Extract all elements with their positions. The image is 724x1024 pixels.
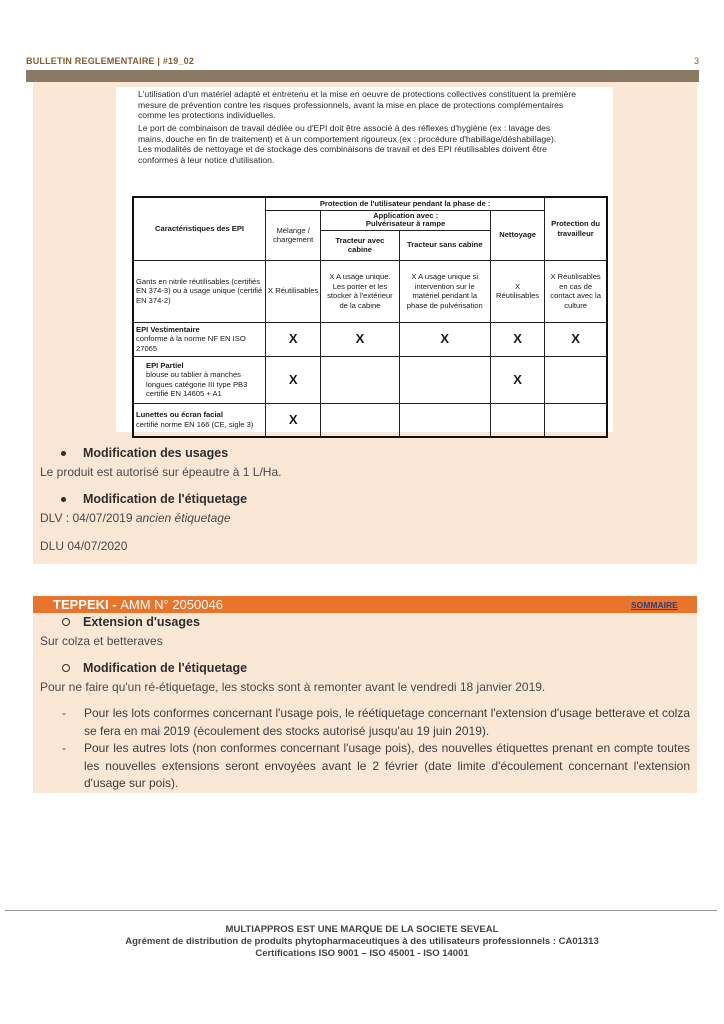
epi-header-application bbox=[321, 210, 491, 230]
heading-modification-usages bbox=[62, 446, 228, 460]
epi-header-tracteur-sans-cabine: Tracteur sans cabine bbox=[399, 230, 490, 260]
amm-number: AMM N° 2050046 bbox=[120, 597, 223, 612]
product-name: TEPPEKI - bbox=[53, 597, 121, 612]
dlv-note: ancien étiquetage bbox=[135, 511, 231, 525]
scan-paragraph-1-line-2: mesure de prévention contre les risques professionnels, avant la mise en place de protections complémentaires bbox=[138, 99, 564, 110]
heading-modification-usages-text: Modification des usages bbox=[83, 446, 229, 460]
heading-modification-etiquetage bbox=[62, 492, 247, 506]
heading-modification-etiquetage-text: Modification de l'étiquetage bbox=[83, 492, 248, 506]
dash-bullet-1: - bbox=[62, 706, 66, 720]
epi-header-characteristics: Caractéristiques des EPI bbox=[133, 197, 266, 260]
circle-bullet-icon bbox=[62, 664, 70, 672]
epi-row-lunettes-nettoyage bbox=[490, 403, 544, 437]
scan-paragraph-2-line-3: Les modalités de nettoyage et de stockage des combinaisons de travail et des EPI réutilisables doivent être bbox=[138, 144, 547, 154]
epi-row-gants-cabine: X A usage unique. Les porter et les stocker à l'extérieur de la cabine bbox=[321, 260, 399, 322]
epi-row-lunettes-sans-cabine bbox=[399, 403, 490, 437]
heading-extension-usages-text: Extension d'usages bbox=[83, 615, 200, 629]
extension-text: Sur colza et betteraves bbox=[40, 634, 163, 648]
epi-table bbox=[132, 196, 608, 438]
epi-row-lunettes-cabine bbox=[321, 403, 399, 437]
heading-extension-usages bbox=[62, 615, 200, 629]
sommaire-link[interactable]: SOMMAIRE bbox=[631, 600, 678, 610]
epi-row-vestimentaire-melange: X bbox=[266, 322, 321, 356]
dlv-line bbox=[40, 511, 231, 525]
epi-header-application-label: Application avec : bbox=[373, 210, 439, 220]
footer-certifications: Certifications ISO 9001 – ISO 45001 - ISO 14001 bbox=[255, 948, 469, 959]
epi-row-vestimentaire-title: EPI Vestimentaire bbox=[136, 324, 200, 334]
epi-row-lunettes-norm: certifié norme EN 166 (CE, sigle 3) bbox=[136, 419, 254, 429]
epi-row-partiel-title: EPI Partiel bbox=[146, 360, 184, 370]
epi-row-vestimentaire-nettoyage: X bbox=[490, 322, 544, 356]
dlv-value: DLV : 04/07/2019 bbox=[40, 511, 136, 525]
list-item-autres-lots: Pour les autres lots (non conformes concernant l'usage pois), des nouvelles étiquettes prenant en compte toutes les nouvelles extensions seront envoyées avant le 2 février (date limite d'écoulement concernant l'extension d'usage sur pois). bbox=[84, 741, 690, 790]
epi-row-partiel-description: blouse ou tablier à manches longues catégorie III type PB3 certifié EN 14605 + A1 bbox=[146, 370, 248, 398]
epi-row-partiel-sans-cabine bbox=[399, 356, 490, 403]
epi-row-partiel-name bbox=[133, 356, 266, 403]
epi-header-protection: Protection du travailleur bbox=[545, 197, 607, 260]
footer-agrement: Agrément de distribution de produits phytopharmaceutiques à des utilisateurs professionnels : CA01313 bbox=[125, 936, 599, 947]
scan-paragraph-2-line-4: conformes à leur notice d'utilisation. bbox=[138, 154, 275, 165]
footer-divider bbox=[5, 910, 717, 911]
scan-paragraph-2-line-1: Le port de combinaison de travail dédiée ou d'EPI doit être associé à des réflexes d'hygiène (ex : lavage des bbox=[138, 123, 551, 133]
bullet-dot-icon bbox=[61, 451, 66, 456]
epi-row-vestimentaire-norm: conforme à la norme NF EN ISO 27065 bbox=[136, 334, 246, 353]
dlu-line: DLU 04/07/2020 bbox=[40, 539, 128, 553]
footer-company: MULTIAPPROS EST UNE MARQUE DE LA SOCIETE SEVEAL bbox=[225, 924, 499, 935]
epi-row-gants-nettoyage: X Réutilisables bbox=[490, 260, 544, 322]
header-divider-bar bbox=[26, 70, 699, 82]
dash-bullet-2: - bbox=[62, 741, 66, 755]
scan-paragraph-2-line-2: mains, douche en fin de traitement) et à un comportement rigoureux (ex : procédure d'habillage/déshabillage). bbox=[138, 133, 557, 144]
epi-row-lunettes-protection bbox=[545, 403, 607, 437]
epi-row-partiel-nettoyage: X bbox=[490, 356, 544, 403]
circle-bullet-icon bbox=[62, 618, 70, 626]
heading-teppeki-etiquetage-text: Modification de l'étiquetage bbox=[83, 661, 248, 675]
epi-header-melange: Mélange / chargement bbox=[266, 210, 321, 260]
epi-row-gants-name: Gants en nitrile réutilisables (certifiés EN 374-3) ou à usage unique (certifié EN 374-2) bbox=[133, 260, 266, 322]
epi-row-partiel-protection bbox=[545, 356, 607, 403]
list-item-lots-conformes: Pour les lots conformes concernant l'usage pois, le réétiquetage concernant l'extension d'usage betterave et colza se fera en mai 2019 (écoulement des stocks autorisé jusqu'au 19 juin 2019). bbox=[84, 706, 690, 738]
scan-paragraph-1-line-1: L'utilisation d'un matériel adapté et entretenu et la mise en oeuvre de protections collectives constituent la première bbox=[138, 89, 576, 99]
epi-header-group: Protection de l'utilisateur pendant la phase de : bbox=[266, 197, 545, 210]
epi-row-vestimentaire-name bbox=[133, 322, 266, 356]
page-number: 3 bbox=[694, 56, 700, 66]
teppeki-section-title bbox=[53, 597, 223, 612]
epi-row-partiel-melange: X bbox=[266, 356, 321, 403]
epi-row-vestimentaire-sans-cabine: X bbox=[399, 322, 490, 356]
epi-header-pulverisateur: Pulvérisateur à rampe bbox=[365, 219, 446, 228]
epi-row-partiel-cabine bbox=[321, 356, 399, 403]
epi-row-lunettes-name bbox=[133, 403, 266, 437]
epi-header-tracteur-cabine: Tracteur avec cabine bbox=[321, 230, 399, 260]
epi-row-gants-sans-cabine: X A usage unique si intervention sur le matériel pendant la phase de pulvérisation bbox=[399, 260, 490, 322]
epi-row-gants-protection: X Réutilisables en cas de contact avec la culture bbox=[545, 260, 607, 322]
epi-row-vestimentaire-cabine: X bbox=[321, 322, 399, 356]
bullet-dot-icon bbox=[61, 497, 66, 502]
epi-row-gants-melange: X Réutilisables bbox=[266, 260, 321, 322]
usage-text: Le produit est autorisé sur épeautre à 1 L/Ha. bbox=[40, 465, 282, 479]
epi-row-lunettes-title: Lunettes ou écran facial bbox=[136, 410, 223, 420]
heading-teppeki-etiquetage bbox=[62, 661, 247, 675]
epi-header-nettoyage: Nettoyage bbox=[490, 210, 544, 260]
reetiquetage-text: Pour ne faire qu'un ré-étiquetage, les stocks sont à remonter avant le vendredi 18 janvier 2019. bbox=[40, 680, 546, 694]
bulletin-title: BULLETIN REGLEMENTAIRE | #19_02 bbox=[26, 56, 195, 66]
epi-row-vestimentaire-protection: X bbox=[545, 322, 607, 356]
scan-paragraph-1-line-3: comme les protections individuelles. bbox=[138, 110, 276, 120]
epi-row-lunettes-melange: X bbox=[266, 403, 321, 437]
